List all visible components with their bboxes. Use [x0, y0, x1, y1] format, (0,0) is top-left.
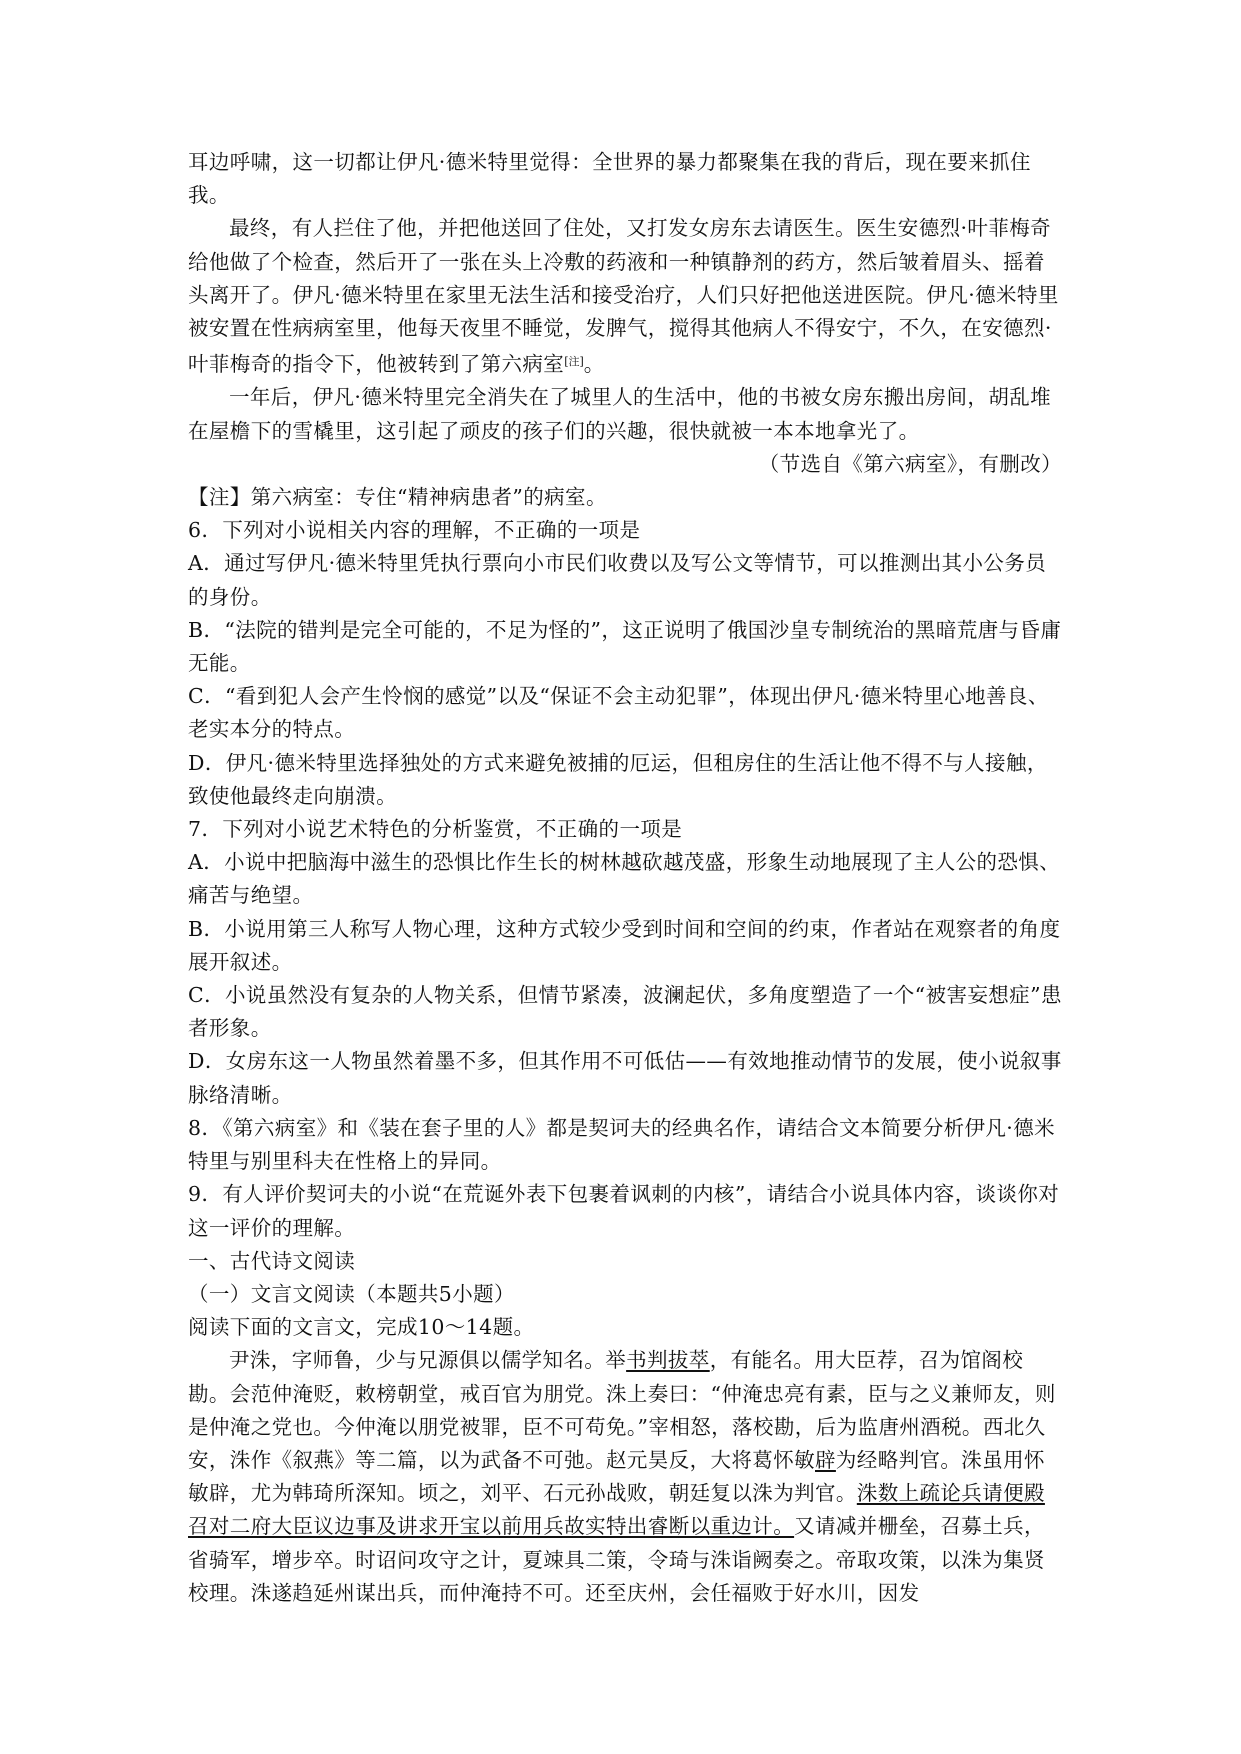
story-paragraph-1: 耳边呼啸，这一切都让伊凡·德米特里觉得：全世界的暴力都聚集在我的背后，现在要来抓住我。 — [188, 150, 1031, 208]
passage-text-2: ，有能名。用大臣荐，召为馆阁校勘。会范仲淹贬，敕榜朝堂，戒百官为朋党。洙上奏曰：“仲淹忠亮有素，臣与之义兼师友，则是仲淹之党也。今仲淹以朋党被罪，臣不可苟免。”宰相怒，落校勘，后为监唐州酒税。西北久安，洙作《叙燕》等二篇，以为武备不可弛。赵元昊反，大将葛怀敏 — [188, 1348, 1056, 1472]
footnote-marker: [注] — [564, 355, 584, 369]
question-7-option-c: C．小说虽然没有复杂的人物关系，但情节紧凑，波澜起伏，多角度塑造了一个“被害妄想症”患者形象。 — [188, 983, 1062, 1041]
footnote: 【注】第六病室：专住“精神病患者”的病室。 — [188, 485, 607, 510]
subsection-heading: （一）文言文阅读（本题共5小题） — [188, 1281, 515, 1306]
underlined-sentence: 洙数上疏论兵请便殿召对二府大臣议边事及讲求开宝以前用兵故实特出睿断以重边计。 — [188, 1481, 1045, 1539]
question-6-option-a: A．通过写伊凡·德米特里凭执行票向小市民们收费以及写公文等情节，可以推测出其小公务员的身份。 — [188, 551, 1047, 609]
question-7-option-a: A．小说中把脑海中滋生的恐惧比作生长的树林越砍越茂盛，形象生动地展现了主人公的恐惧、痛苦与绝望。 — [188, 850, 1061, 908]
source-citation: （节选自《第六病室》，有删改） — [758, 451, 1062, 476]
passage-text-3: 为经略判官。洙虽用怀敏辟，尤为韩琦所深知。顷之，刘平、石元孙战败，朝廷复以洙为判官。 — [188, 1447, 1045, 1506]
question-7-option-b: B．小说用第三人称写人物心理，这种方式较少受到时间和空间的约束，作者站在观察者的角度展开叙述。 — [188, 916, 1061, 974]
reading-instruction: 阅读下面的文言文，完成10～14题。 — [188, 1315, 535, 1340]
underlined-term-2: 辟 — [815, 1447, 836, 1472]
section-heading: 一、古代诗文阅读 — [188, 1248, 356, 1273]
passage-text-1: 尹洙，字师鲁，少与兄源俱以儒学知名。举 — [229, 1348, 627, 1373]
underlined-term-1: 书判拔萃 — [626, 1348, 710, 1373]
passage-text-4: 又请减并栅垒，召募土兵，省骑军，增步卒。时诏问攻守之计，夏竦具二策，令琦与洙诣阙奏之。帝取攻策，以洙为集贤校理。洙遂趋延州谋出兵，而仲淹持不可。还至庆州，会任福败于好水川，因发 — [188, 1514, 1045, 1605]
question-7: 7．下列对小说艺术特色的分析鉴赏，不正确的一项是 — [188, 817, 683, 842]
classical-passage — [188, 1344, 1062, 1610]
question-6: 6．下列对小说相关内容的理解，不正确的一项是 — [188, 518, 641, 543]
story-paragraph-2 — [188, 212, 1062, 381]
question-7-option-d: D．女房东这一人物虽然着墨不多，但其作用不可低估——有效地推动情节的发展，使小说叙事脉络清晰。 — [188, 1049, 1062, 1107]
question-6-option-c: C．“看到犯人会产生怜悯的感觉”以及“保证不会主动犯罪”，体现出伊凡·德米特里心地善良、老实本分的特点。 — [188, 684, 1049, 742]
story-paragraph-3: 一年后，伊凡·德米特里完全消失在了城里人的生活中，他的书被女房东搬出房间，胡乱堆在屋檐下的雪橇里，这引起了顽皮的孩子们的兴趣，很快就被一本本地拿光了。 — [188, 385, 1052, 443]
document-body — [188, 146, 1062, 1610]
story-paragraph-2-text: 最终，有人拦住了他，并把他送回了住处，又打发女房东去请医生。医生安德烈·叶菲梅奇给他做了个检查，然后开了一张在头上冷敷的药液和一种镇静剂的药方，然后皱着眉头、摇着头离开了。伊凡·德米特里在家里无法生活和接受治疗，人们只好把他送进医院。伊凡·德米特里被安置在性病病室里，他每天夜里不睡觉，发脾气，搅得其他病人不得安宁，不久，在安德烈·叶菲梅奇的指令下，他被转到了第六病室 — [188, 216, 1059, 377]
question-6-option-d: D．伊凡·德米特里选择独处的方式来避免被捕的厄运，但租房住的生活让他不得不与人接触，致使他最终走向崩溃。 — [188, 750, 1048, 808]
question-8: 8．《第六病室》和《装在套子里的人》都是契诃夫的经典名作，请结合文本简要分析伊凡·德米特里与别里科夫在性格上的异同。 — [188, 1115, 1056, 1174]
story-paragraph-2-end: 。 — [583, 352, 605, 377]
question-9: 9．有人评价契诃夫的小说“在荒诞外表下包裹着讽刺的内核”，请结合小说具体内容，谈谈你对这一评价的理解。 — [188, 1182, 1060, 1240]
question-6-option-b: B．“法院的错判是完全可能的，不足为怪的”，这正说明了俄国沙皇专制统治的黑暗荒唐与昏庸无能。 — [188, 617, 1062, 676]
